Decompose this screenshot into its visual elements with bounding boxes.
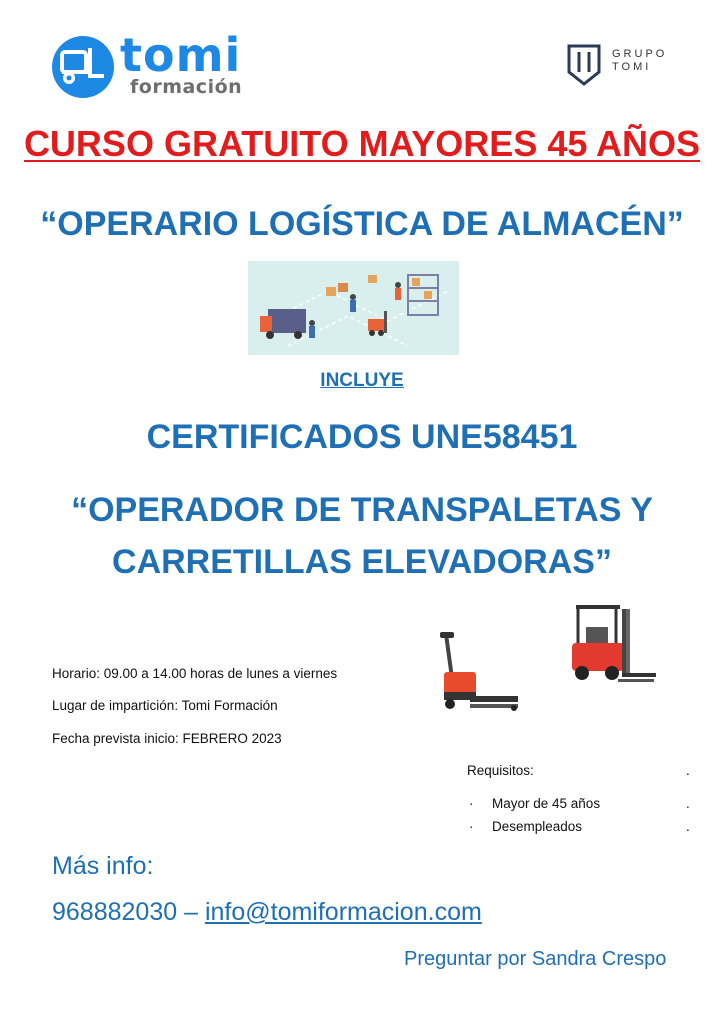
- contact-line: [52, 898, 482, 927]
- grupo-tomi-logo: [566, 42, 686, 92]
- logistics-illustration: [248, 261, 459, 355]
- requirement-item: Mayor de 45 años: [492, 796, 601, 811]
- grupo-line1: GRUPO: [612, 48, 668, 60]
- forklift-logo-icon: [52, 36, 114, 98]
- bullet-icon: ·: [469, 819, 474, 834]
- logo-subtitle: formación: [130, 76, 243, 98]
- location-text: Lugar de impartición: Tomi Formación: [52, 698, 278, 713]
- shield-logo-icon: [566, 42, 602, 88]
- course-name: “OPERARIO LOGÍSTICA DE ALMACÉN”: [40, 205, 684, 243]
- requirement-item: Desempleados: [492, 819, 583, 834]
- headline: CURSO GRATUITO MAYORES 45 AÑOS: [23, 123, 701, 164]
- requirement-dot: .: [686, 819, 690, 834]
- contact-person: Preguntar por Sandra Crespo: [404, 948, 667, 970]
- tomi-formacion-logo: [52, 28, 282, 100]
- requirement-dot: .: [686, 796, 690, 811]
- bullet-icon: ·: [469, 796, 474, 811]
- schedule-text: Horario: 09.00 a 14.00 horas de lunes a viernes: [52, 666, 338, 681]
- grupo-line2: TOMI: [612, 61, 652, 73]
- pallet-truck-image: [436, 632, 520, 714]
- certificate-title: CERTIFICADOS UNE58451: [146, 418, 578, 456]
- phone-number: 968882030: [52, 898, 178, 926]
- start-date-text: Fecha prevista inicio: FEBRERO 2023: [52, 731, 282, 746]
- contact-separator: –: [177, 898, 205, 926]
- certificate-line1: “OPERADOR DE TRANSPALETAS Y: [71, 491, 653, 529]
- grupo-tomi-text: [612, 48, 667, 74]
- requirements-label: Requisitos:: [467, 763, 534, 778]
- certificate-line2: CARRETILLAS ELEVADORAS”: [112, 543, 612, 581]
- email-link[interactable]: info@tomiformacion.com: [204, 898, 482, 926]
- logo-wordmark: tomi: [120, 28, 242, 82]
- certificate-description: [0, 484, 724, 588]
- requirements-dot: .: [686, 763, 690, 778]
- more-info-label: Más info:: [52, 852, 154, 880]
- forklift-image: [566, 603, 658, 685]
- includes-label: INCLUYE: [320, 370, 404, 391]
